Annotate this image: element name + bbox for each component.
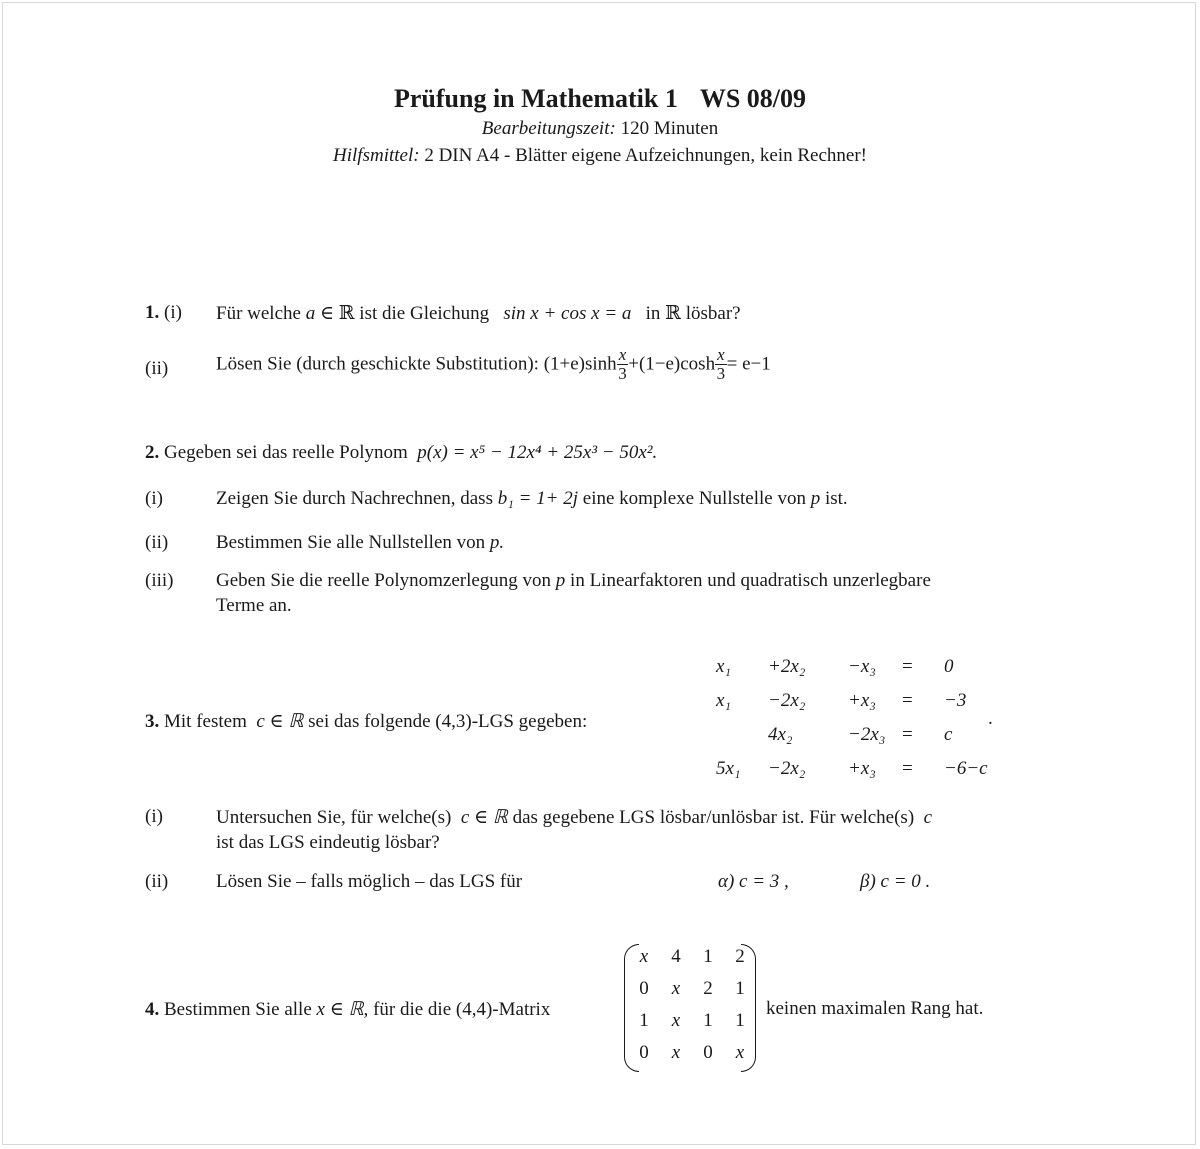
lgs-cell: −3 — [944, 690, 967, 711]
task1-i-label: (i) — [164, 302, 182, 323]
task1-ii-text — [216, 346, 771, 383]
aids-label: Hilfsmittel: — [333, 145, 420, 166]
lgs-cell: x₁ — [716, 690, 732, 711]
task2-iii-label: (iii) — [145, 570, 174, 591]
task2-number: 2. — [145, 442, 160, 463]
matrix-cell: 1 — [703, 946, 713, 967]
matrix-cell: 4 — [671, 946, 681, 967]
matrix-cell: 2 — [735, 946, 745, 967]
task3-i-text — [216, 806, 932, 829]
page-title — [0, 84, 1200, 114]
task2-iii-p: p — [555, 570, 566, 591]
linear-system — [712, 656, 988, 786]
task2-polynomial: p(x) = x⁵ − 12x⁴ + 25x³ − 50x². — [417, 442, 658, 463]
task1-i-equation: sin x + cos x = a — [503, 303, 632, 324]
task1-i-var: a — [305, 303, 316, 324]
task2-ii-label: (ii) — [145, 532, 169, 553]
time-line — [0, 118, 1200, 140]
frac-denominator: 3 — [618, 363, 627, 383]
matrix-cell: 0 — [703, 1042, 713, 1063]
task4-text-b: für die die (4,4)-Matrix — [373, 999, 551, 1020]
matrix-cell: x — [735, 1042, 745, 1063]
task1-i-line — [145, 302, 182, 324]
frac-denominator: 3 — [716, 363, 726, 383]
time-value: 120 Minuten — [620, 118, 719, 139]
lgs-cell: 0 — [944, 656, 954, 677]
lgs-cell: −2x₂ — [768, 758, 806, 779]
task3-number: 3. — [145, 711, 160, 732]
task4-number: 4. — [145, 999, 160, 1020]
task2-iii-a: Geben Sie die reelle Polynomzerlegung von — [216, 570, 552, 591]
task1-number: 1. — [145, 302, 160, 323]
task1-i-text — [216, 302, 741, 325]
lgs-cell: +x₃ — [848, 690, 876, 711]
task2-i-end: ist. — [824, 488, 848, 509]
lgs-cell: = — [902, 690, 913, 711]
matrix-cell: x — [671, 1042, 681, 1063]
task2-i-b: b₁ = 1+ 2j — [497, 488, 579, 509]
lgs-cell: +2x₂ — [768, 656, 806, 677]
fraction-x-over-3-b — [715, 346, 727, 383]
lgs-cell: c — [944, 724, 953, 745]
task2-ii-a: Bestimmen Sie alle Nullstellen von — [216, 532, 486, 553]
task2-ii-p: p. — [489, 532, 505, 553]
task1-i-end: in ℝ lösbar? — [645, 303, 741, 324]
task3-i-cont: ist das LGS eindeutig lösbar? — [216, 832, 440, 853]
task3-ii-label: (ii) — [145, 871, 169, 892]
matrix-4x4 — [622, 944, 764, 1072]
task3-intro-c: c ∈ ℝ — [256, 711, 304, 732]
task3-i-label: (i) — [145, 806, 163, 827]
matrix-cell: 1 — [735, 978, 745, 999]
frac-numerator: x — [618, 345, 627, 364]
task3-ii-alpha: α) c = 3 , — [718, 871, 789, 892]
matrix-cell: 1 — [703, 1010, 713, 1031]
task1-ii-intro: Lösen Sie (durch geschickte Substitution): — [216, 353, 539, 375]
task2-i-b-text: eine komplexe Nullstelle von — [582, 488, 806, 509]
task3-i-c2: c — [923, 807, 933, 828]
task3-i-c: c ∈ ℝ — [460, 807, 508, 828]
time-label: Bearbeitungszeit: — [481, 118, 616, 139]
lgs-cell: = — [902, 656, 913, 677]
task1-ii-part1: (1+e)sinh — [543, 353, 617, 375]
lgs-cell: = — [902, 724, 913, 745]
lgs-cell: −6−c — [944, 758, 988, 779]
matrix-cell: 0 — [639, 1042, 649, 1063]
title-left: Prüfung in Mathematik 1 — [393, 84, 678, 113]
task4-intro-line — [145, 998, 550, 1021]
lgs-cell: 5x₁ — [716, 758, 741, 779]
fraction-x-over-3 — [617, 346, 629, 383]
task3-ii-text: Lösen Sie – falls möglich – das LGS für — [216, 871, 523, 892]
task1-ii-rhs: = e−1 — [726, 353, 771, 375]
lgs-cell: 4x₂ — [768, 724, 793, 745]
task2-iii-text — [216, 570, 931, 592]
matrix-cell: 1 — [639, 1010, 649, 1031]
aids-line — [0, 145, 1200, 167]
task2-intro: Gegeben sei das reelle Polynom — [164, 442, 408, 463]
task4-x-in: x ∈ ℝ, — [316, 999, 369, 1020]
task2-i-p: p — [810, 488, 821, 509]
lgs-cell: +x₃ — [848, 758, 876, 779]
task2-i-label: (i) — [145, 488, 163, 509]
task4-text-a: Bestimmen Sie alle — [164, 999, 312, 1020]
task2-iii-cont: Terme an. — [216, 595, 292, 616]
task1-i-intro: Für welche — [216, 303, 301, 324]
lgs-period: . — [988, 708, 993, 729]
matrix-cell: 1 — [735, 1010, 745, 1031]
matrix-cell: x — [671, 978, 681, 999]
task1-ii-part2: +(1−e)cosh — [628, 353, 716, 375]
lgs-cell: −x₃ — [848, 656, 876, 677]
matrix-cell: x — [671, 1010, 681, 1031]
aids-value: 2 DIN A4 - Blätter eigene Aufzeichnungen, kein Rechner! — [424, 145, 867, 166]
task3-intro-a: Mit festem — [164, 711, 247, 732]
task2-i-a: Zeigen Sie durch Nachrechnen, dass — [216, 488, 493, 509]
task3-i-b: das gegebene LGS lösbar/unlösbar ist. Für welche(s) — [512, 807, 915, 828]
task3-intro-line — [145, 710, 587, 733]
lgs-cell: −2x₂ — [768, 690, 806, 711]
task3-i-a: Untersuchen Sie, für welche(s) — [216, 807, 452, 828]
task2-ii-text — [216, 532, 504, 554]
task2-i-text — [216, 488, 848, 510]
lgs-cell: = — [902, 758, 913, 779]
task1-ii-label: (ii) — [145, 358, 169, 379]
task2-iii-b: in Linearfaktoren und quadratisch unzerlegbare — [570, 570, 931, 591]
matrix-cell: 2 — [703, 978, 713, 999]
lgs-cell: x₁ — [716, 656, 732, 677]
task1-i-in: ∈ ℝ ist die Gleichung — [319, 303, 490, 324]
task4-text-c: keinen maximalen Rang hat. — [766, 998, 984, 1019]
task2-intro-line — [145, 442, 657, 464]
lgs-cell: −2x₃ — [848, 724, 886, 745]
title-semester: WS 08/09 — [699, 84, 807, 113]
matrix-cell: 0 — [639, 978, 649, 999]
task3-intro-b: sei das folgende (4,3)-LGS gegeben: — [308, 711, 588, 732]
task3-ii-beta: β) c = 0 . — [860, 871, 931, 892]
matrix-cell: x — [639, 946, 649, 967]
frac-numerator: x — [717, 345, 725, 364]
